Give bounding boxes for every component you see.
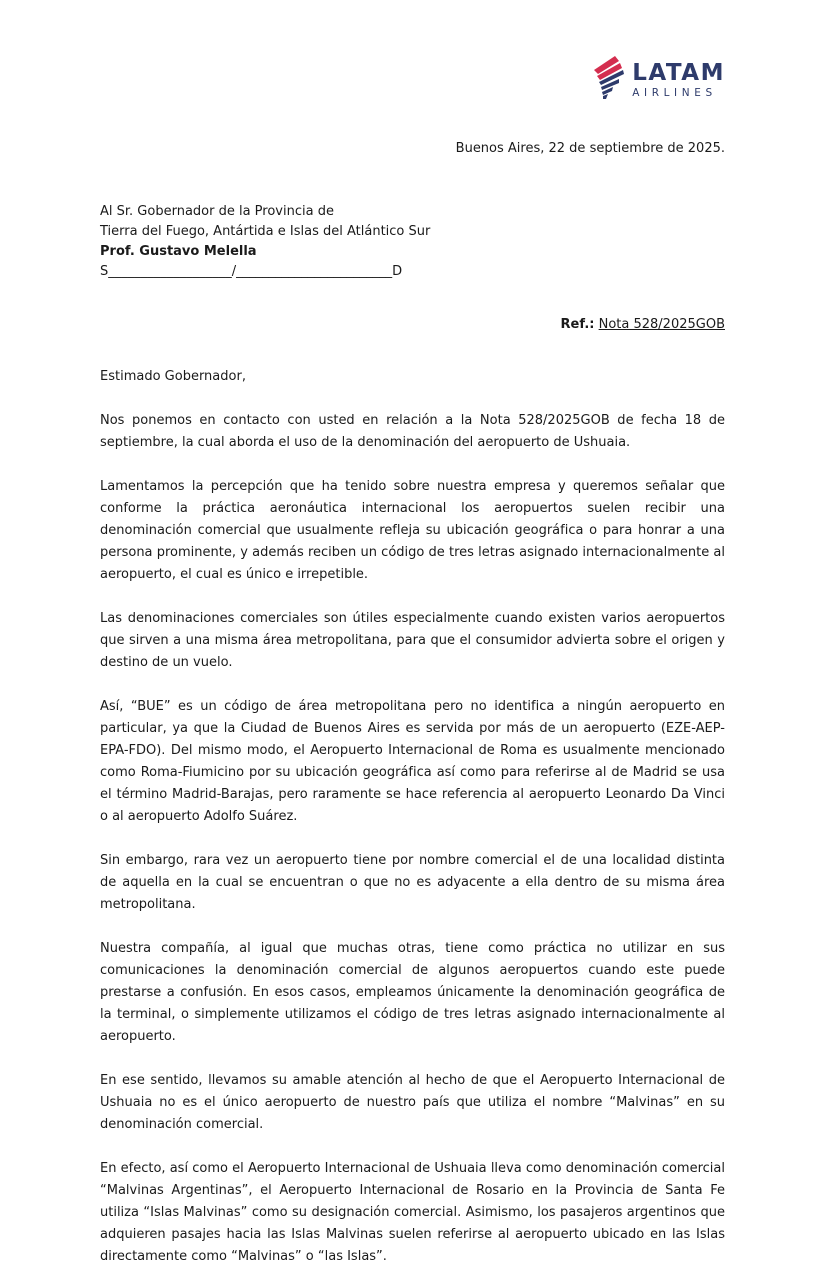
recipient-line-1: Al Sr. Gobernador de la Provincia de <box>100 204 334 219</box>
greeting: Estimado Gobernador, <box>100 369 246 384</box>
paragraph-3: Las denominaciones comerciales son útiles especialmente cuando existen varios aeropuertos que sirven a una misma área metropolitana, para que el consumidor advierta sobre el origen y destino de un vuelo. <box>100 611 725 670</box>
paragraph-8: En efecto, así como el Aeropuerto Internacional de Ushuaia lleva como denominación comercial “Malvinas Argentinas”, el Aeropuerto Internacional de Rosario en la Provincia de Santa Fe utiliza “Islas Malvinas” como su designación comercial. Asimismo, los pasajeros argentinos que adquieren pasajes hacia las Islas Malvinas suelen referirse al aeropuerto ubicado en las Islas directamente como “Malvinas” o “las Islas”. <box>100 1161 725 1264</box>
recipient-name: Prof. Gustavo Melella <box>100 244 257 259</box>
reference-label: Ref.: <box>560 317 595 332</box>
header <box>100 0 725 104</box>
recipient-block <box>100 202 725 282</box>
latam-logo-text <box>632 61 725 100</box>
reference-value: Nota 528/2025GOB <box>598 317 725 332</box>
paragraph-4: Así, “BUE” es un código de área metropolitana pero no identifica a ningún aeropuerto en particular, ya que la Ciudad de Buenos Aires es servida por más de un aeropuerto (EZE-AEP-EPA-FDO). Del mismo modo, el Aeropuerto Internacional de Roma es usualmente mencionado como Roma-Fiumicino por su ubicación geográfica así como para referirse al de Madrid se usa el término Madrid-Barajas, pero raramente se hace referencia al aeropuerto Leonardo Da Vinci o al aeropuerto Adolfo Suárez. <box>100 699 725 824</box>
recipient-sd-line: S___________________/________________________D <box>100 264 403 279</box>
paragraph-2: Lamentamos la percepción que ha tenido sobre nuestra empresa y queremos señalar que conforme la práctica aeronáutica internacional los aeropuertos suelen recibir una denominación comercial que usualmente refleja su ubicación geográfica o para honrar a una persona prominente, y además reciben un código de tres letras asignado internacionalmente al aeropuerto, el cual es único e irrepetible. <box>100 479 725 582</box>
latam-logo <box>591 56 725 104</box>
paragraph-1: Nos ponemos en contacto con usted en relación a la Nota 528/2025GOB de fecha 18 de septiembre, la cual aborda el uso de la denominación del aeropuerto de Ushuaia. <box>100 413 725 450</box>
reference-line <box>100 314 725 336</box>
latam-logo-wordmark: LATAM <box>632 59 725 86</box>
paragraph-7: En ese sentido, llevamos su amable atención al hecho de que el Aeropuerto Internacional de Ushuaia no es el único aeropuerto de nuestro país que utiliza el nombre “Malvinas” en su denominación comercial. <box>100 1073 725 1132</box>
paragraph-6: Nuestra compañía, al igual que muchas otras, tiene como práctica no utilizar en sus comunicaciones la denominación comercial de algunos aeropuertos cuando este puede prestarse a confusión. En esos casos, empleamos únicamente la denominación geográfica de la terminal, o simplemente utilizamos el código de tres letras asignado internacionalmente al aeropuerto. <box>100 941 725 1044</box>
recipient-line-2: Tierra del Fuego, Antártida e Islas del Atlántico Sur <box>100 224 431 239</box>
date-line: Buenos Aires, 22 de septiembre de 2025. <box>455 141 725 156</box>
latam-swoosh-icon <box>591 53 625 108</box>
latam-logo-subtitle: AIRLINES <box>632 86 717 99</box>
paragraph-5: Sin embargo, rara vez un aeropuerto tiene por nombre comercial el de una localidad distinta de aquella en la cual se encuentran o que no es adyacente a ella dentro de su misma área metropolitana. <box>100 853 725 912</box>
